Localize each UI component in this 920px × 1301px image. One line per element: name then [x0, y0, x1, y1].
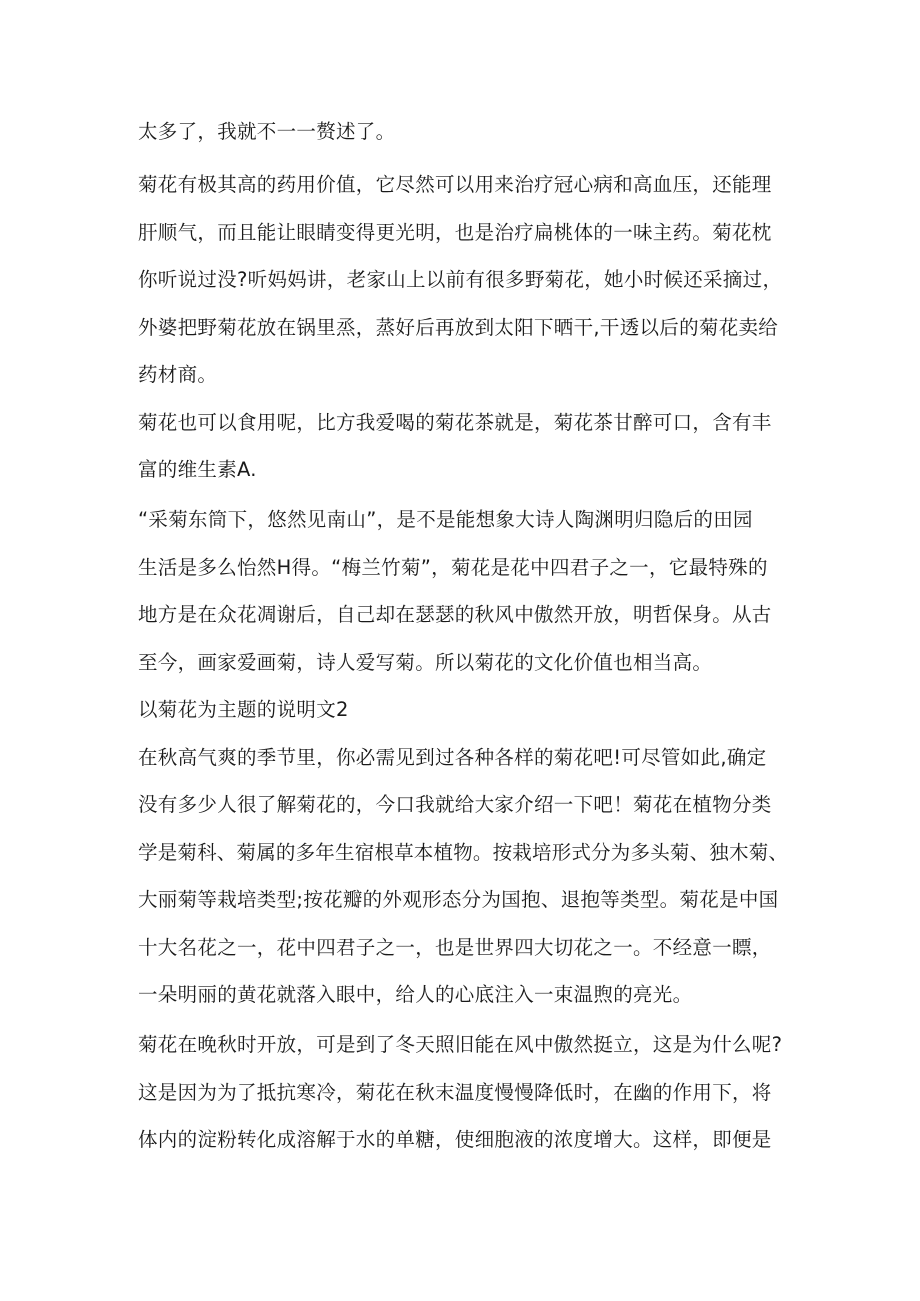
text-line: 菊花在晚秋时开放，可是到了冬天照旧能在风中傲然挺立，这是为什么呢?: [138, 1033, 783, 1056]
text-line: 这是因为为了抵抗寒冷，菊花在秋末温度慢慢降低时，在幽的作用下，将: [138, 1081, 772, 1104]
text-line: 你听说过没?听妈妈讲，老家山上以前有很多野菊花，她小时候还采摘过，: [138, 268, 783, 291]
text-line: “采菊东筒下，悠然见南山”，是不是能想象大诗人陶渊明归隐后的田园: [138, 508, 753, 531]
text-line: 生活是多么怡然H得。“梅兰竹菊”，菊花是花中四君子之一，它最特殊的: [138, 556, 768, 579]
text-line: 在秋高气爽的季节里，你必需见到过各种各样的菊花吧!可尽管如此,确定: [138, 746, 767, 769]
text-line: 太多了，我就不一一赘述了。: [138, 120, 396, 143]
text-line: 至今，画家爱画菊，诗人爱写菊。所以菊花的文化价值也相当高。: [138, 651, 713, 674]
text-line: 菊花有极其高的药用价值，它尽然可以用来治疗冠心病和高血压，还能理: [138, 173, 772, 196]
text-line: 大丽菊等栽培类型;按花瓣的外观形态分为国抱、退抱等类型。菊花是中国: [138, 888, 779, 911]
text-line: 学是菊科、菊属的多年生宿根草本植物。按栽培形式分为多头菊、独木菊、: [138, 841, 789, 864]
text-line: 富的维生素A.: [138, 458, 257, 481]
text-line: 体内的淀粉转化成溶解于水的单糖，使细胞液的浓度增大。这样，即便是: [138, 1128, 772, 1151]
text-line: 外婆把野菊花放在锅里烝，蒸好后再放到太阳下晒干,干透以后的菊花卖给: [138, 316, 779, 339]
text-line: 药材商。: [138, 363, 218, 386]
text-line: 一朵明丽的黄花就落入眼中，给人的心底注入一束温煦的亮光。: [138, 983, 693, 1006]
section-heading: 以菊花为主题的说明文2: [138, 698, 349, 721]
text-line: 菊花也可以食用呢，比方我爱喝的菊花茶就是，菊花茶甘醉可口，含有丰: [138, 411, 772, 434]
text-line: 肝顺气，而且能让眼睛变得更光明，也是治疗扁桃体的一味主药。菊花枕: [138, 221, 772, 244]
text-line: 地方是在众花凋谢后，自己却在瑟瑟的秋风中傲然开放，明哲保身。从古: [138, 603, 772, 626]
text-line: 没有多少人很了解菊花的，今口我就给大家介绍一下吧！菊花在植物分类: [138, 793, 772, 816]
text-line: 十大名花之一，花中四君子之一，也是世界四大切花之一。不经意一瞟，: [138, 936, 772, 959]
